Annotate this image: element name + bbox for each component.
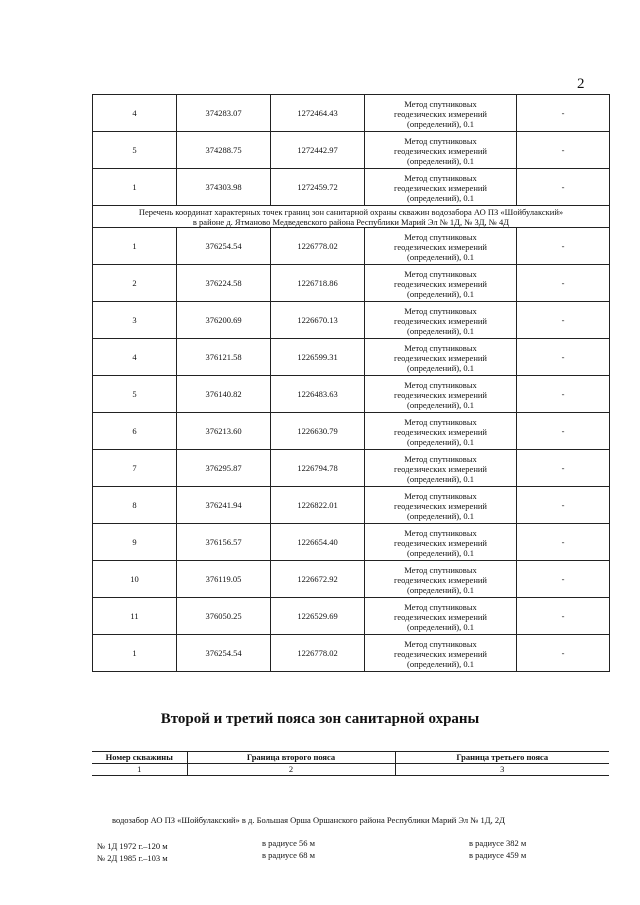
description-cell: -: [517, 302, 610, 339]
description-cell: -: [517, 339, 610, 376]
point-number-cell: 10: [93, 561, 177, 598]
table-row: [93, 228, 610, 265]
y-coordinate-cell: 1226630.79: [271, 413, 365, 450]
x-coordinate-cell: 376254.54: [177, 635, 271, 672]
caption-row: [93, 206, 610, 228]
method-line: (определений), 0.1: [406, 155, 474, 166]
zones-header-cell: Граница третьего пояса: [395, 752, 609, 764]
point-number-cell: 5: [93, 132, 177, 169]
zones-number-cell: 3: [395, 764, 609, 776]
caption-line: в районе д. Ятманово Медведевского района Республики Марий Эл № 1Д, № 3Д, № 4Д: [192, 216, 510, 227]
description-cell: -: [517, 95, 610, 132]
x-coordinate-cell: 376241.94: [177, 487, 271, 524]
method-cell: [365, 169, 517, 206]
method-line: (определений), 0.1: [406, 547, 474, 558]
y-coordinate-cell: 1226794.78: [271, 450, 365, 487]
method-line: (определений), 0.1: [406, 118, 474, 129]
description-cell: -: [517, 376, 610, 413]
method-cell: [365, 376, 517, 413]
method-cell: [365, 561, 517, 598]
method-line: геодезических измерений: [394, 463, 487, 474]
point-number-cell: 3: [93, 302, 177, 339]
third-zone-radius: в радиусе 382 м: [469, 838, 527, 848]
description-cell: -: [517, 228, 610, 265]
description-cell: -: [517, 635, 610, 672]
method-line: Метод спутниковых: [404, 416, 477, 427]
table-row: [93, 635, 610, 672]
x-coordinate-cell: 376121.58: [177, 339, 271, 376]
method-line: геодезических измерений: [394, 241, 487, 252]
method-line: геодезических измерений: [394, 611, 487, 622]
method-cell: [365, 487, 517, 524]
method-line: геодезических измерений: [394, 108, 487, 119]
zones-header-cell: Номер скважины: [92, 752, 187, 764]
point-number-cell: 11: [93, 598, 177, 635]
description-cell: -: [517, 413, 610, 450]
method-cell: [365, 635, 517, 672]
table-row: [93, 95, 610, 132]
method-line: геодезических измерений: [394, 145, 487, 156]
x-coordinate-cell: 376050.25: [177, 598, 271, 635]
table-caption: [93, 206, 610, 228]
point-number-cell: 7: [93, 450, 177, 487]
method-line: (определений), 0.1: [406, 658, 474, 669]
second-zone-radius: в радиусе 68 м: [262, 850, 316, 860]
zones-number-cell: 1: [92, 764, 187, 776]
y-coordinate-cell: 1226670.13: [271, 302, 365, 339]
y-coordinate-cell: 1226654.40: [271, 524, 365, 561]
method-line: Метод спутниковых: [404, 601, 477, 612]
table-row: [93, 598, 610, 635]
table-row: [93, 450, 610, 487]
method-line: Метод спутниковых: [404, 564, 477, 575]
x-coordinate-cell: 376140.82: [177, 376, 271, 413]
y-coordinate-cell: 1226672.92: [271, 561, 365, 598]
method-line: геодезических измерений: [394, 352, 487, 363]
method-line: (определений), 0.1: [406, 621, 474, 632]
coordinates-table: [92, 94, 610, 672]
point-number-cell: 2: [93, 265, 177, 302]
y-coordinate-cell: 1226529.69: [271, 598, 365, 635]
point-number-cell: 1: [93, 228, 177, 265]
method-line: (определений), 0.1: [406, 473, 474, 484]
method-line: геодезических измерений: [394, 182, 487, 193]
description-cell: -: [517, 561, 610, 598]
method-cell: [365, 132, 517, 169]
zones-header-row: [92, 752, 609, 764]
y-coordinate-cell: 1226822.01: [271, 487, 365, 524]
method-cell: [365, 228, 517, 265]
table-row: [93, 339, 610, 376]
point-number-cell: 9: [93, 524, 177, 561]
method-line: Метод спутниковых: [404, 490, 477, 501]
page-number: 2: [577, 76, 585, 92]
method-line: геодезических измерений: [394, 315, 487, 326]
method-line: (определений), 0.1: [406, 325, 474, 336]
method-line: Метод спутниковых: [404, 379, 477, 390]
water-intake-line: водозабор АО ПЗ «Шойбулакский» в д. Большая Орша Оршанского района Республики Марий Эл № 1Д, 2Д: [112, 815, 505, 825]
x-coordinate-cell: 376254.54: [177, 228, 271, 265]
description-cell: -: [517, 265, 610, 302]
x-coordinate-cell: 376200.69: [177, 302, 271, 339]
method-line: (определений), 0.1: [406, 436, 474, 447]
method-cell: [365, 339, 517, 376]
method-line: геодезических измерений: [394, 500, 487, 511]
method-cell: [365, 265, 517, 302]
description-cell: -: [517, 450, 610, 487]
x-coordinate-cell: 376224.58: [177, 265, 271, 302]
description-cell: -: [517, 598, 610, 635]
table-row: [93, 302, 610, 339]
y-coordinate-cell: 1226778.02: [271, 228, 365, 265]
zones-number-row: [92, 764, 609, 776]
method-line: Метод спутниковых: [404, 268, 477, 279]
third-zone-radius: в радиусе 459 м: [469, 850, 527, 860]
second-zone-radius: в радиусе 56 м: [262, 838, 316, 848]
point-number-cell: 5: [93, 376, 177, 413]
method-line: (определений), 0.1: [406, 584, 474, 595]
method-line: Метод спутниковых: [404, 305, 477, 316]
description-cell: -: [517, 169, 610, 206]
method-line: (определений), 0.1: [406, 251, 474, 262]
well-label: № 2Д 1985 г.–103 м: [97, 853, 168, 863]
method-line: Метод спутниковых: [404, 342, 477, 353]
method-cell: [365, 598, 517, 635]
table-row: [93, 376, 610, 413]
x-coordinate-cell: 376295.87: [177, 450, 271, 487]
method-line: геодезических измерений: [394, 537, 487, 548]
description-cell: -: [517, 487, 610, 524]
y-coordinate-cell: 1272464.43: [271, 95, 365, 132]
zones-title: Второй и третий пояса зон санитарной охраны: [160, 711, 480, 727]
point-number-cell: 4: [93, 95, 177, 132]
y-coordinate-cell: 1272442.97: [271, 132, 365, 169]
table-row: [93, 413, 610, 450]
method-line: геодезических измерений: [394, 426, 487, 437]
table-row: [93, 265, 610, 302]
method-line: Метод спутниковых: [404, 527, 477, 538]
method-line: Метод спутниковых: [404, 638, 477, 649]
y-coordinate-cell: 1226718.86: [271, 265, 365, 302]
x-coordinate-cell: 374303.98: [177, 169, 271, 206]
zones-number-cell: 2: [187, 764, 395, 776]
table-row: [93, 561, 610, 598]
method-line: Метод спутниковых: [404, 453, 477, 464]
y-coordinate-cell: 1226599.31: [271, 339, 365, 376]
method-line: Метод спутниковых: [404, 98, 477, 109]
method-line: (определений), 0.1: [406, 362, 474, 373]
x-coordinate-cell: 376119.05: [177, 561, 271, 598]
zones-header-cell: Граница второго пояса: [187, 752, 395, 764]
y-coordinate-cell: 1226483.63: [271, 376, 365, 413]
method-cell: [365, 524, 517, 561]
method-line: геодезических измерений: [394, 389, 487, 400]
method-line: геодезических измерений: [394, 648, 487, 659]
point-number-cell: 6: [93, 413, 177, 450]
point-number-cell: 4: [93, 339, 177, 376]
table-row: [93, 132, 610, 169]
method-cell: [365, 95, 517, 132]
method-line: (определений), 0.1: [406, 192, 474, 203]
y-coordinate-cell: 1272459.72: [271, 169, 365, 206]
method-line: геодезических измерений: [394, 278, 487, 289]
x-coordinate-cell: 374288.75: [177, 132, 271, 169]
method-cell: [365, 450, 517, 487]
table-row: [93, 169, 610, 206]
x-coordinate-cell: 376213.60: [177, 413, 271, 450]
method-cell: [365, 302, 517, 339]
description-cell: -: [517, 132, 610, 169]
method-line: Метод спутниковых: [404, 172, 477, 183]
coordinates-table-body: [93, 95, 610, 672]
caption-line: Перечень координат характерных точек границ зон санитарной охраны скважин водозабора АО ПЗ «Шойбулакский»: [138, 206, 564, 217]
y-coordinate-cell: 1226778.02: [271, 635, 365, 672]
method-line: (определений), 0.1: [406, 510, 474, 521]
method-line: Метод спутниковых: [404, 231, 477, 242]
table-row: [93, 524, 610, 561]
point-number-cell: 1: [93, 635, 177, 672]
x-coordinate-cell: 374283.07: [177, 95, 271, 132]
point-number-cell: 8: [93, 487, 177, 524]
x-coordinate-cell: 376156.57: [177, 524, 271, 561]
zones-table: [92, 751, 609, 776]
method-line: (определений), 0.1: [406, 399, 474, 410]
method-line: Метод спутниковых: [404, 135, 477, 146]
method-line: геодезических измерений: [394, 574, 487, 585]
well-label: № 1Д 1972 г.–120 м: [97, 841, 168, 851]
table-row: [93, 487, 610, 524]
method-line: (определений), 0.1: [406, 288, 474, 299]
point-number-cell: 1: [93, 169, 177, 206]
method-cell: [365, 413, 517, 450]
description-cell: -: [517, 524, 610, 561]
